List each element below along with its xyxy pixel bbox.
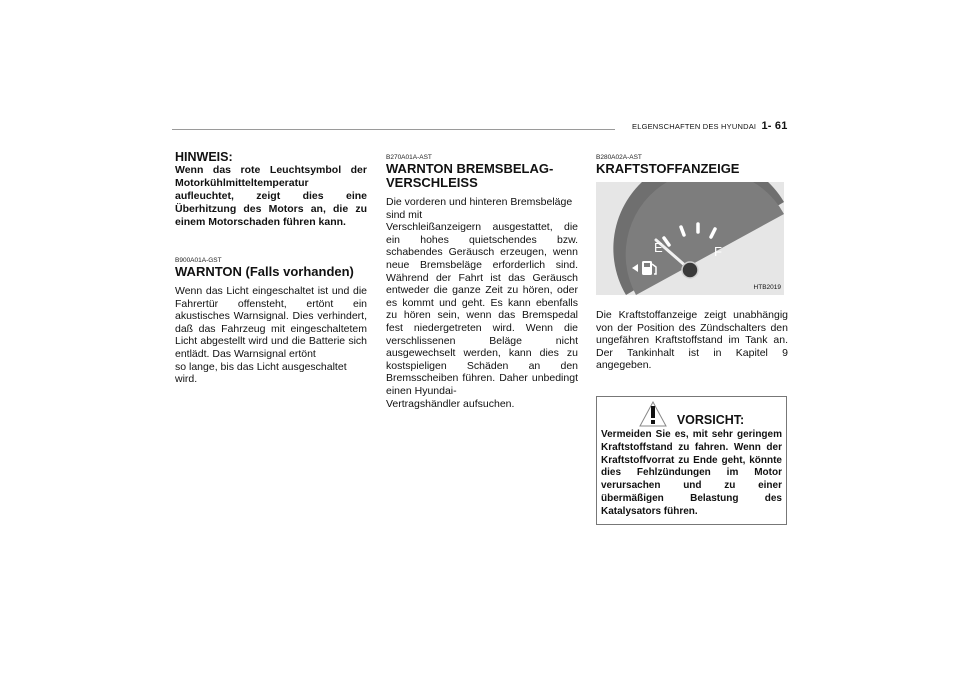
column-left bbox=[175, 150, 367, 386]
section-code: B270A01A-AST bbox=[386, 154, 432, 161]
gauge-empty-label: E bbox=[654, 240, 663, 255]
fuel-gauge-figure bbox=[596, 182, 784, 295]
body-paragraph: Verschleißanzeigern ausgestattet, die ein hohes quietschendes bzw. schabendes Geräusch erzeugen, wenn neue Bremsbeläge erforderlich sind. Während der Fahrt ist das Geräusch entweder die ganze Zeit zu hören, oder es kommt und geht. Es kann ebenfalls zu hören sein, wenn das Bremspedal fest niedergetreten wird. Wenn die verschlissenen Beläge nicht ausgewechselt werden, kann dies zu kostspieligen Schäden an den Bremsscheiben führen. Daher unbedingt einen Hyundai- bbox=[386, 221, 578, 397]
fuel-gauge-illustration bbox=[596, 182, 784, 295]
caution-body: Vermeiden Sie es, mit sehr geringem Kraftstoffstand zu fahren. Wenn der Kraftstoffvorrat zu Ende geht, könnte dies Fehlzündungen im Motor verursachen und zu einer übermäßigen Belastung des Katalysators führen. bbox=[601, 428, 782, 517]
section-body bbox=[175, 285, 367, 386]
note-title: HINWEIS: bbox=[175, 150, 233, 164]
section-body bbox=[386, 196, 578, 410]
warning-triangle-icon bbox=[639, 401, 667, 427]
header-rule bbox=[172, 129, 615, 130]
caution-box bbox=[596, 396, 787, 525]
body-paragraph: so lange, bis das Licht ausgeschaltet wird. bbox=[175, 360, 347, 386]
page-number: 1- 61 bbox=[761, 120, 788, 132]
section-title: ELGENSCHAFTEN DES HYUNDAI bbox=[632, 122, 757, 131]
caution-title: VORSICHT: bbox=[676, 412, 745, 427]
note-body: Wenn das rote Leuchtsymbol der Motorkühlmitteltemperatur aufleuchtet, zeigt dies eine Überhitzung des Motors an, die zu einem Motorschaden führen kann. bbox=[175, 164, 367, 228]
body-paragraph: Die vorderen und hinteren Bremsbeläge sind mit bbox=[386, 196, 573, 221]
section-heading: WARNTON (Falls vorhanden) bbox=[175, 264, 354, 279]
body-paragraph: Wenn das Licht eingeschaltet ist und die Fahrertür offensteht, ertönt ein akustisches Warnsignal. Dies verhindert, daß das Fahrzeug mit eingeschaltetem Licht abgestellt wird und die Batterie sich entlädt. Das Warnsignal ertönt bbox=[175, 285, 367, 360]
section-heading: KRAFTSTOFFANZEIGE bbox=[596, 161, 740, 176]
section-heading: WARNTON BREMSBELAG-VERSCHLEISS bbox=[386, 161, 554, 190]
section-code: B900A01A-GST bbox=[175, 257, 222, 264]
section-code: B280A02A-AST bbox=[596, 154, 642, 161]
column-right bbox=[596, 154, 788, 525]
section-body: Die Kraftstoffanzeige zeigt unabhängig von der Position des Zündschalters den ungefähren Kraftstoffstand im Tank an. Der Tankinhalt ist in Kapitel 9 angegeben. bbox=[596, 309, 788, 372]
gauge-full-label: F bbox=[714, 244, 722, 259]
column-middle bbox=[386, 154, 578, 410]
figure-id: HTB2019 bbox=[753, 284, 781, 291]
body-paragraph: Vertragshändler aufsuchen. bbox=[386, 397, 515, 410]
page-header bbox=[632, 120, 788, 132]
